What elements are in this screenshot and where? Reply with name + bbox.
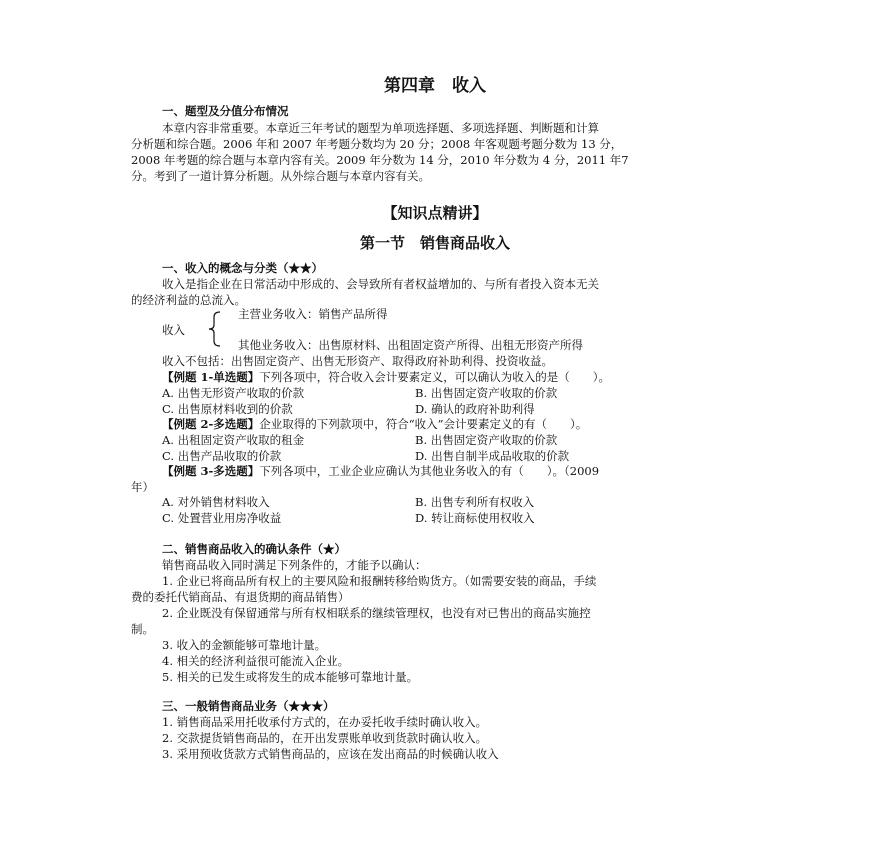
example-stem: 下列各项中，符合收入会计要素定义，可以确认为收入的是（ ）。 xyxy=(259,370,611,384)
main-income-item: 主营业务收入：销售产品所得 xyxy=(238,307,388,321)
option-b: B. 出售固定资产收取的价款 xyxy=(415,386,558,400)
option-b: B. 出售固定资产收取的价款 xyxy=(415,433,558,447)
option-d: D. 出售自制半成品收取的价款 xyxy=(415,449,570,463)
option-a: A. 出租固定资产收取的租金 xyxy=(162,433,305,447)
paragraph-line: 销售商品收入同时满足下列条件的，才能予以确认： xyxy=(162,558,427,572)
example-2-stem xyxy=(162,416,587,432)
other-income-item: 其他业务收入：出售原材料、出租固定资产所得、出租无形资产所得 xyxy=(238,338,583,352)
paragraph-line: 2008 年考题的综合题与本章内容有关。2009 年分数为 14 分，2010 年分数为 4 分，2011 年7 xyxy=(131,153,629,167)
curly-brace-icon xyxy=(208,311,222,347)
paragraph-line: 本章内容非常重要。本章近三年考试的题型为单项选择题、多项选择题、判断题和计算 xyxy=(162,121,599,135)
paragraph-line: 分。考到了一道计算分析题。从外综合题与本章内容有关。 xyxy=(131,169,430,183)
exclude-line: 收入不包括：出售固定资产、出售无形资产、取得政府补助利得、投资收益。 xyxy=(162,354,553,368)
example-stem: 企业取得的下列款项中，符合“收入”会计要素定义的有（ ）。 xyxy=(259,417,588,431)
option-d: D. 转让商标使用权收入 xyxy=(415,511,535,525)
chapter-title: 第四章 收入 xyxy=(384,76,486,96)
recognition-heading: 二、销售商品收入的确认条件（★） xyxy=(162,542,346,556)
list-item: 3. 收入的金额能够可靠地计量。 xyxy=(162,638,327,652)
list-item-continued: 费的委托代销商品、有退货期的商品销售） xyxy=(131,590,350,604)
paragraph-line: 的经济利益的总流入。 xyxy=(131,293,246,307)
income-label: 收入 xyxy=(162,323,185,337)
option-c: C. 处置营业用房净收益 xyxy=(162,511,282,525)
option-d: D. 确认的政府补助利得 xyxy=(415,402,535,416)
example-label: 【例题 3-多选题】 xyxy=(162,464,260,478)
option-b: B. 出售专利所有权收入 xyxy=(415,495,535,509)
paragraph-line: 收入是指企业在日常活动中形成的、会导致所有者权益增加的、与所有者投入资本无关 xyxy=(162,277,599,291)
example-stem-continued: 年） xyxy=(131,480,154,494)
paragraph-line: 分析题和综合题。2006 年和 2007 年考题分数均为 20 分；2008 年客观题考题分数为 13 分， xyxy=(131,137,623,151)
option-c: C. 出售产品收取的价款 xyxy=(162,449,282,463)
example-3-stem xyxy=(162,463,599,479)
section-heading-question-types: 一、题型及分值分布情况 xyxy=(162,104,289,118)
example-stem: 下列各项中，工业企业应确认为其他业务收入的有（ ）。（2009 xyxy=(259,464,600,478)
option-c: C. 出售原材料收到的价款 xyxy=(162,402,293,416)
concept-heading: 一、收入的概念与分类（★★） xyxy=(162,261,323,275)
option-a: A. 对外销售材料收入 xyxy=(162,495,270,509)
example-1-stem xyxy=(162,369,610,385)
example-label: 【例题 2-多选题】 xyxy=(162,417,260,431)
list-item: 2. 交款提货销售商品的，在开出发票账单收到货款时确认收入。 xyxy=(162,731,488,745)
general-sales-heading: 三、一般销售商品业务（★★★） xyxy=(162,699,335,713)
knowledge-heading: 【知识点精讲】 xyxy=(382,204,488,222)
section-title: 第一节 销售商品收入 xyxy=(359,234,510,252)
list-item: 1. 销售商品采用托收承付方式的，在办妥托收手续时确认收入。 xyxy=(162,715,488,729)
list-item: 5. 相关的已发生或将发生的成本能够可靠地计量。 xyxy=(162,670,419,684)
example-label: 【例题 1-单选题】 xyxy=(162,370,260,384)
list-item: 3. 采用预收货款方式销售商品的，应该在发出商品的时候确认收入 xyxy=(162,747,499,761)
option-a: A. 出售无形资产收取的价款 xyxy=(162,386,305,400)
list-item-continued: 制。 xyxy=(131,622,154,636)
list-item: 4. 相关的经济利益很可能流入企业。 xyxy=(162,654,350,668)
list-item: 2. 企业既没有保留通常与所有权相联系的继续管理权，也没有对已售出的商品实施控 xyxy=(162,606,591,620)
list-item: 1. 企业已将商品所有权上的主要风险和报酬转移给购货方。（如需要安装的商品，手续 xyxy=(162,574,597,588)
